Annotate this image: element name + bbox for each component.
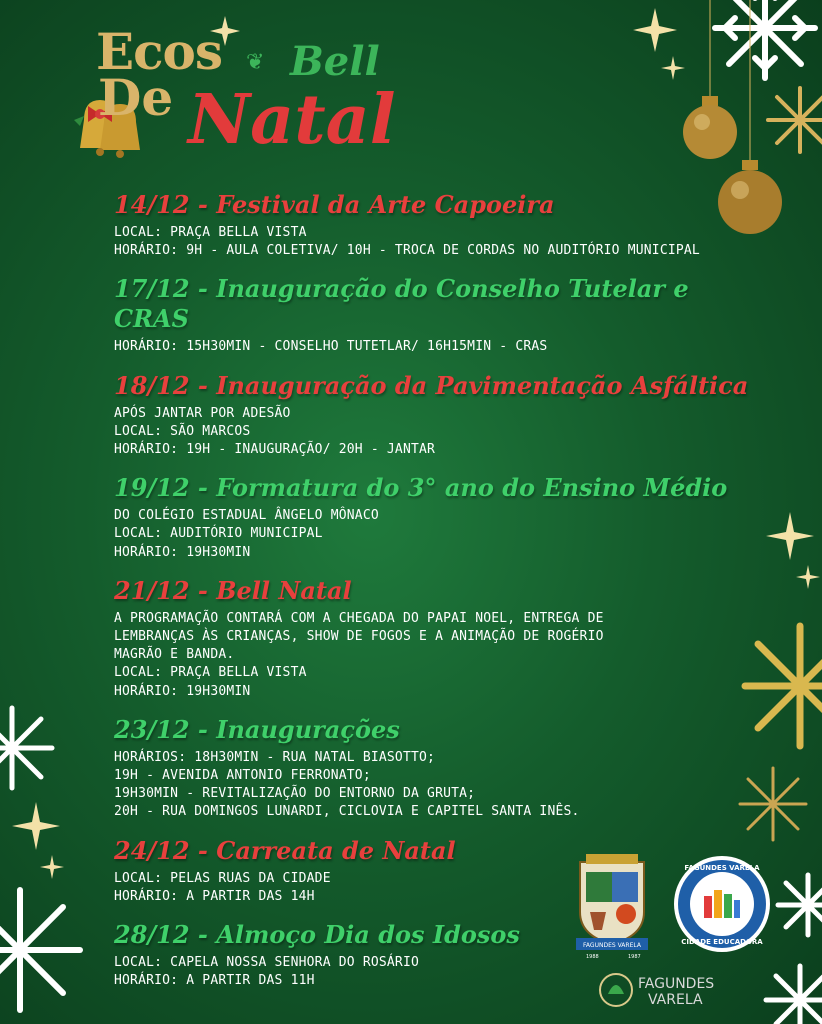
crest-banner-text: FAGUNDES VARELA <box>583 942 641 949</box>
event-detail: 20H - RUA DOMINGOS LUNARDI, CICLOVIA E CAPITEL SANTA INÊS. <box>114 804 580 820</box>
event-detail: HORÁRIO: A PARTIR DAS 11H <box>114 973 315 989</box>
event-title: 21/12 - Bell Natal <box>114 575 352 605</box>
educating-city-badge <box>674 856 770 952</box>
event-detail: HORÁRIO: 15H30MIN - CONSELHO TUTETLAR/ 16H15MIN - CRAS <box>114 339 548 355</box>
event-detail: 19H30MIN - REVITALIZAÇÃO DO ENTORNO DA GRUTA; <box>114 786 476 802</box>
event-title: 28/12 - Almoço Dia dos Idosos <box>114 920 520 950</box>
event-detail: A PROGRAMAÇÃO CONTARÁ COM A CHEGADA DO PAPAI NOEL, ENTREGA DE <box>114 610 604 626</box>
snowflake-icon <box>778 875 822 935</box>
event-item <box>114 274 754 356</box>
event-title: 18/12 - Inauguração da Pavimentação Asfáltica <box>114 370 749 400</box>
city-wordmark <box>600 974 714 1008</box>
event-item <box>114 473 754 562</box>
snowflake-icon <box>0 708 52 788</box>
event-detail: HORÁRIOS: 18H30MIN - RUA NATAL BIASOTTO; <box>114 749 436 765</box>
event-title: 14/12 - Festival da Arte Capoeira <box>114 190 555 219</box>
event-detail: DO COLÉGIO ESTADUAL ÂNGELO MÔNACO <box>114 508 379 524</box>
event-detail: HORÁRIO: 19H30MIN <box>114 683 251 699</box>
crest-year-left: 1988 <box>586 954 599 960</box>
event-logo <box>70 18 396 168</box>
snowflake-icon <box>0 890 80 1010</box>
gold-snowflake-icon <box>768 88 822 152</box>
event-detail: LOCAL: PRAÇA BELLA VISTA <box>114 225 307 240</box>
gold-snowflake-icon <box>745 626 822 746</box>
event-detail: LOCAL: CAPELA NOSSA SENHORA DO ROSÁRIO <box>114 955 420 971</box>
event-item <box>114 576 754 701</box>
ornament-ball-icon <box>683 96 737 159</box>
event-title: 19/12 - Formatura do 3° ano do Ensino Médio <box>114 473 728 503</box>
event-detail: LOCAL: PELAS RUAS DA CIDADE <box>114 870 331 886</box>
flourish-icon: ❦ <box>246 50 265 75</box>
event-detail: LOCAL: PRAÇA BELLA VISTA <box>114 665 307 681</box>
event-detail: HORÁRIO: A PARTIR DAS 14H <box>114 888 315 904</box>
event-detail: HORÁRIO: 19H - INAUGURAÇÃO/ 20H - JANTAR <box>114 442 436 458</box>
event-detail: HORÁRIO: 19H30MIN <box>114 544 251 560</box>
logo-ecos: Ecos <box>96 22 223 81</box>
event-detail: HORÁRIO: 9H - AULA COLETIVA/ 10H - TROCA DE CORDAS NO AUDITÓRIO MUNICIPAL <box>114 243 700 259</box>
event-detail: MAGRÃO E BANDA. <box>114 647 235 663</box>
event-item <box>114 371 754 460</box>
municipal-crest-icon <box>576 854 648 960</box>
snowflake-icon <box>715 0 815 78</box>
event-title: 23/12 - Inaugurações <box>114 714 400 744</box>
event-title: 17/12 - Inauguração do Conselho Tutelar e CRAS <box>114 274 689 334</box>
event-detail: LOCAL: AUDITÓRIO MUNICIPAL <box>114 526 323 542</box>
sponsor-logos <box>572 852 782 1012</box>
city-name-line1: FAGUNDES <box>638 976 715 992</box>
event-detail: LEMBRANÇAS ÀS CRIANÇAS, SHOW DE FOGOS E A ANIMAÇÃO DE ROGÉRIO <box>114 629 604 645</box>
event-item <box>114 190 754 260</box>
crest-year-right: 1987 <box>628 954 641 960</box>
logo-natal: Natal <box>188 80 396 160</box>
city-name-line2: VARELA <box>648 992 703 1008</box>
event-title: 24/12 - Carreata de Natal <box>114 835 456 865</box>
event-item <box>114 715 754 822</box>
event-detail: 19H - AVENIDA ANTONIO FERRONATO; <box>114 768 371 784</box>
badge-bottom-text: CIDADE EDUCADORA <box>681 938 763 946</box>
logo-bell: Bell <box>290 38 380 85</box>
badge-top-text: FAGUNDES VARELA <box>684 864 760 872</box>
logo-de: De <box>98 68 174 127</box>
event-detail: APÓS JANTAR POR ADESÃO <box>114 405 291 421</box>
event-detail: LOCAL: SÃO MARCOS <box>114 423 251 439</box>
